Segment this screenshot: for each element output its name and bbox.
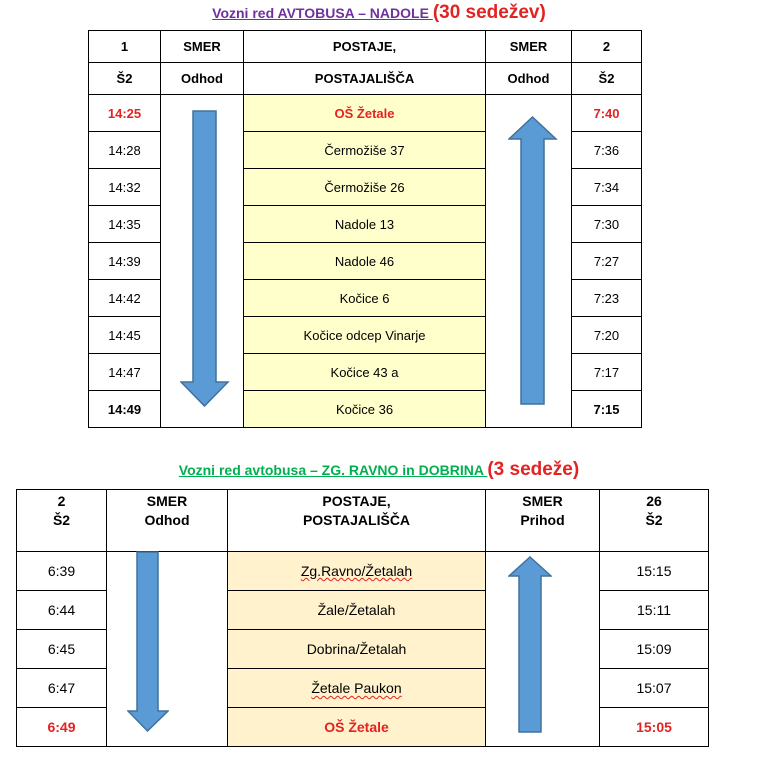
departure-time: 6:39: [17, 552, 107, 591]
stop-name: OŠ Žetale: [244, 95, 486, 132]
arrow-up-icon: [508, 116, 558, 406]
arrival-time: 15:11: [600, 591, 709, 630]
return-time: 7:36: [572, 132, 642, 169]
header-cell: Odhod: [486, 63, 572, 95]
departure-time: 14:32: [89, 169, 161, 206]
return-time: 7:30: [572, 206, 642, 243]
table2-title: [0, 459, 758, 481]
arrival-time: 15:07: [600, 669, 709, 708]
header-cell: Š2: [600, 512, 709, 552]
header-row: [17, 490, 709, 513]
table2-title-seats: (3 sedeže): [487, 459, 580, 480]
header-cell: Š2: [89, 63, 161, 95]
table1-title-main: Vozni red AVTOBUSA – NADOLE: [212, 5, 433, 21]
stop-name-text: Zg.Ravno/Žetalah: [300, 563, 413, 579]
header-cell: POSTAJALIŠČA: [244, 63, 486, 95]
stop-name: Kočice 43 a: [244, 354, 486, 391]
header-cell: POSTAJE,: [244, 31, 486, 63]
header-cell: 26: [600, 490, 709, 513]
header-cell: SMER: [107, 490, 228, 513]
departure-time: 14:25: [89, 95, 161, 132]
departure-time: 14:28: [89, 132, 161, 169]
header-cell: 2: [572, 31, 642, 63]
return-time: 7:34: [572, 169, 642, 206]
table1-title-seats: (30 sedežev): [432, 2, 546, 23]
return-time: 7:40: [572, 95, 642, 132]
table2-title-main: Vozni red avtobusa – ZG. RAVNO in DOBRINA: [178, 462, 488, 478]
departure-time: 14:47: [89, 354, 161, 391]
stop-name: Žale/Žetalah: [228, 591, 486, 630]
header-cell: Odhod: [107, 512, 228, 552]
header-row: [89, 63, 642, 95]
header-cell: POSTAJALIŠČA: [228, 512, 486, 552]
departure-time: 6:49: [17, 708, 107, 747]
departure-time: 14:45: [89, 317, 161, 354]
stop-name: [228, 552, 486, 591]
stop-name: Nadole 46: [244, 243, 486, 280]
header-cell: 1: [89, 31, 161, 63]
schedule-table-zg-ravno: [16, 489, 709, 747]
stop-name: Kočice 36: [244, 391, 486, 428]
table-row: [89, 95, 642, 132]
departure-time: 14:35: [89, 206, 161, 243]
arrival-time: 15:05: [600, 708, 709, 747]
return-time: 7:23: [572, 280, 642, 317]
header-cell: Š2: [572, 63, 642, 95]
table1-title: [0, 2, 758, 24]
schedule-table-nadole: [88, 30, 642, 428]
arrow-down-icon: [127, 551, 169, 732]
header-cell: Prihod: [486, 512, 600, 552]
header-cell: SMER: [486, 31, 572, 63]
header-cell: SMER: [486, 490, 600, 513]
header-cell: SMER: [161, 31, 244, 63]
stop-name: Nadole 13: [244, 206, 486, 243]
header-cell: 2: [17, 490, 107, 513]
return-time: 7:15: [572, 391, 642, 428]
header-cell: POSTAJE,: [228, 490, 486, 513]
stop-name: OŠ Žetale: [228, 708, 486, 747]
arrow-up-icon: [508, 556, 552, 734]
header-row: [89, 31, 642, 63]
stop-name-text: Žetale Paukon: [311, 680, 402, 696]
header-cell: Odhod: [161, 63, 244, 95]
arrival-time: 15:09: [600, 630, 709, 669]
arrow-down-icon: [180, 110, 230, 408]
table-row: [17, 552, 709, 591]
header-row: [17, 512, 709, 552]
return-time: 7:17: [572, 354, 642, 391]
stop-name: Kočice 6: [244, 280, 486, 317]
header-cell: Š2: [17, 512, 107, 552]
departure-time: 14:49: [89, 391, 161, 428]
stop-name: [228, 669, 486, 708]
stop-name: Čermožiše 37: [244, 132, 486, 169]
departure-time: 6:47: [17, 669, 107, 708]
departure-time: 14:42: [89, 280, 161, 317]
arrival-time: 15:15: [600, 552, 709, 591]
return-time: 7:27: [572, 243, 642, 280]
departure-time: 6:45: [17, 630, 107, 669]
stop-name: Čermožiše 26: [244, 169, 486, 206]
departure-time: 14:39: [89, 243, 161, 280]
departure-time: 6:44: [17, 591, 107, 630]
stop-name: Dobrina/Žetalah: [228, 630, 486, 669]
stop-name: Kočice odcep Vinarje: [244, 317, 486, 354]
return-time: 7:20: [572, 317, 642, 354]
